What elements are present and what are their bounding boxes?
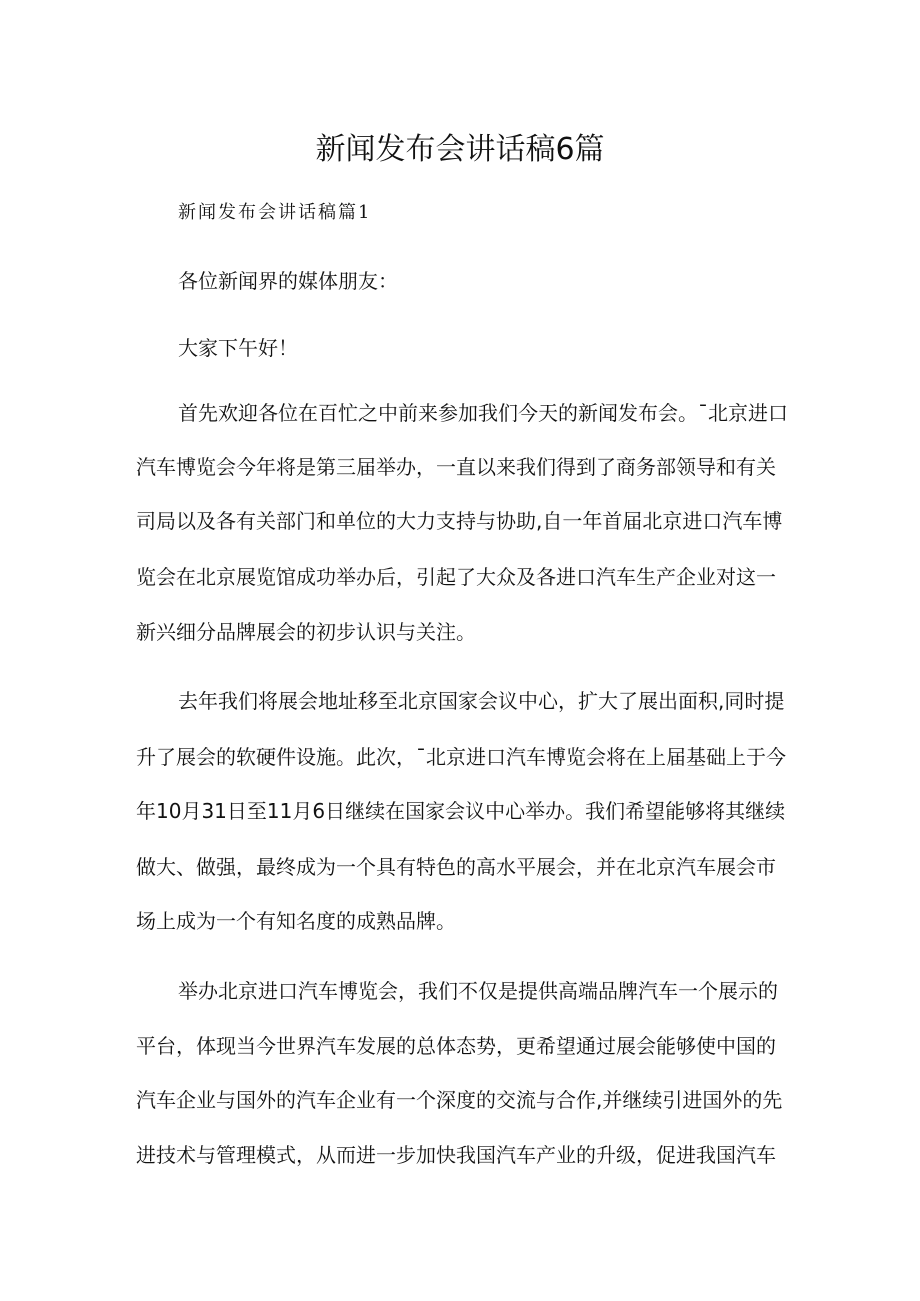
document-title: 新闻发布会讲话稿6篇 — [315, 132, 605, 167]
paragraph-line: 览会在北京展览馆成功举办后，引起了大众及各进口汽车生产企业对这一 — [136, 565, 776, 589]
paragraph-line: 升了展会的软硬件设施。此次，¯北京进口汽车博览会将在上届基础上于今 — [136, 745, 786, 769]
salutation-line: 各位新闻界的媒体朋友： — [178, 269, 398, 293]
paragraph-line: 进技术与管理模式，从而进一步加快我国汽车产业的升级，促进我国汽车 — [136, 1143, 776, 1167]
paragraph-line: 做大、做强，最终成为一个具有特色的高水平展会，并在北京汽车展会市 — [136, 855, 776, 879]
paragraph-line: 场上成为一个有知名度的成熟品牌。 — [136, 909, 456, 933]
paragraph-line: 新兴细分品牌展会的初步认识与关注。 — [136, 620, 476, 644]
paragraph-line: 汽车博览会今年将是第三届举办，一直以来我们得到了商务部领导和有关 — [136, 455, 776, 479]
paragraph-line: 司局以及各有关部门和单位的大力支持与协助,自一年首届北京进口汽车博 — [136, 509, 783, 533]
paragraph-line: 平台，体现当今世界汽车发展的总体态势，更希望通过展会能够使中国的 — [136, 1034, 776, 1058]
paragraph-line: 去年我们将展会地址移至北京国家会议中心，扩大了展出面积,同时提 — [178, 689, 785, 713]
paragraph-line: 首先欢迎各位在百忙之中前来参加我们今天的新闻发布会。¯北京进口 — [178, 401, 788, 425]
section-heading: 新闻发布会讲话稿篇1 — [178, 202, 372, 223]
paragraph-line: 举办北京进口汽车博览会，我们不仅是提供高端品牌汽车一个展示的 — [178, 979, 778, 1003]
paragraph-line: 汽车企业与国外的汽车企业有一个深度的交流与合作,并继续引进国外的先 — [136, 1088, 783, 1112]
paragraph-line: 年10月31日至11月6日继续在国家会议中心举办。我们希望能够将其继续 — [136, 799, 786, 823]
greeting-line: 大家下午好！ — [178, 336, 298, 360]
